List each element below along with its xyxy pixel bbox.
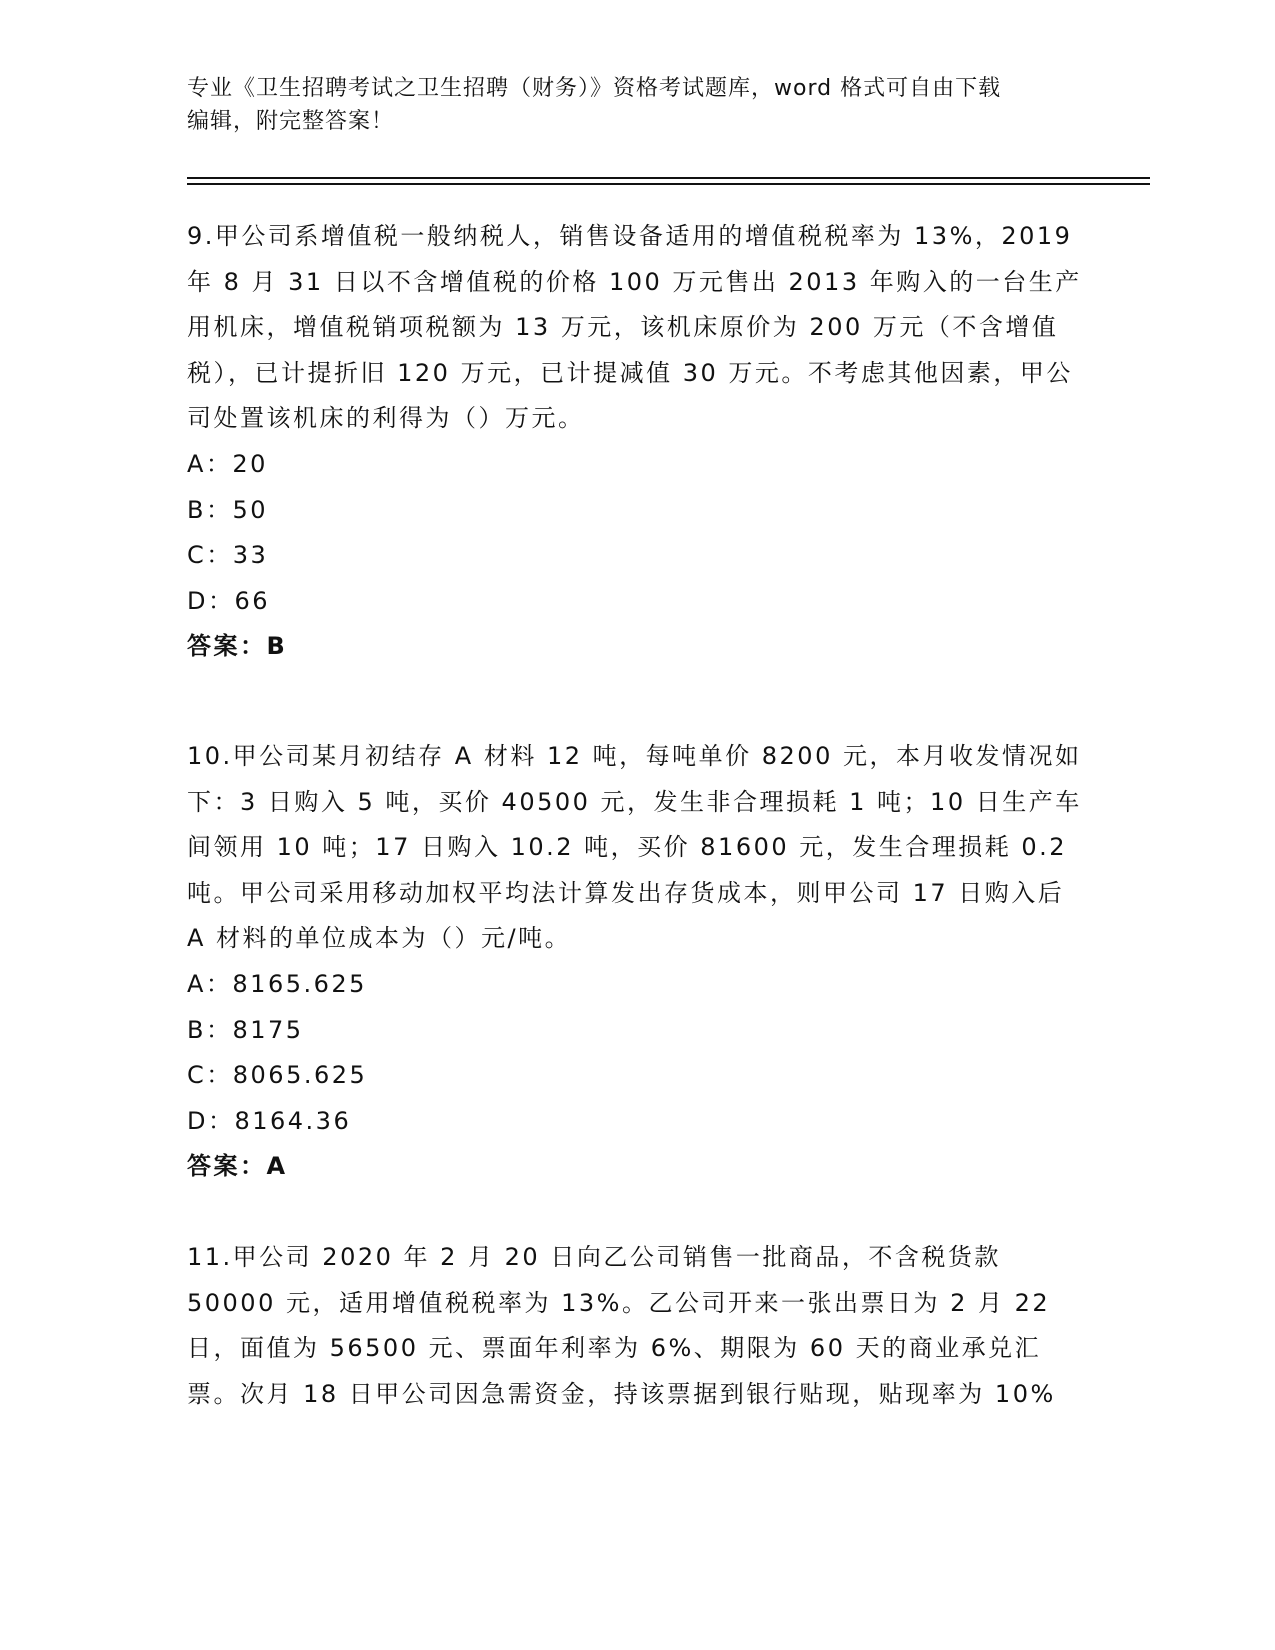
header-line-2: 编辑，附完整答案！: [187, 109, 395, 134]
header-divider-bottom: [187, 183, 1150, 185]
question-9: [187, 214, 1087, 670]
option-c: C：8065.625: [187, 1061, 368, 1090]
answer: 答案：A: [187, 1152, 288, 1181]
question-11: [187, 1235, 1087, 1417]
document-header: [187, 72, 1067, 138]
question-stem: 9.甲公司系增值税一般纳税人，销售设备适用的增值税税率为 13%，2019 年 8 月 31 日以不含增值税的价格 100 万元售出 2013 年购入的一台生产用机床，增值税销项税额为 13 万元，该机床原价为 200 万元（不含增值税），已计提折旧 120 万元，已计提减值 30 万元。不考虑其他因素，甲公司处置该机床的利得为（）万元。: [187, 222, 1082, 433]
option-c: C：33: [187, 541, 269, 570]
question-stem: 11.甲公司 2020 年 2 月 20 日向乙公司销售一批商品，不含税货款 50000 元，适用增值税税率为 13%。乙公司开来一张出票日为 2 月 22 日，面值为 56500 元、票面年利率为 6%、期限为 60 天的商业承兑汇票。次月 18 日甲公司因急需资金，持该票据到银行贴现，贴现率为 10%: [187, 1243, 1056, 1408]
header-divider-top: [187, 177, 1150, 179]
option-a: A：20: [187, 449, 268, 478]
answer: 答案：B: [187, 632, 288, 661]
option-b: B：8175: [187, 1015, 304, 1044]
option-d: D：66: [187, 586, 271, 615]
option-a: A：8165.625: [187, 969, 367, 998]
question-stem: 10.甲公司某月初结存 A 材料 12 吨，每吨单价 8200 元，本月收发情况如下：3 日购入 5 吨，买价 40500 元，发生非合理损耗 1 吨；10 日生产车间领用 10 吨；17 日购入 10.2 吨，买价 81600 元，发生合理损耗 0.2 吨。甲公司采用移动加权平均法计算发出存货成本，则甲公司 17 日购入后 A 材料的单位成本为（）元/吨。: [187, 742, 1082, 953]
question-10: [187, 734, 1087, 1190]
option-d: D：8164.36: [187, 1106, 352, 1135]
header-line-1: 专业《卫生招聘考试之卫生招聘（财务）》资格考试题库，word 格式可自由下载: [187, 76, 1002, 101]
option-b: B：50: [187, 495, 269, 524]
